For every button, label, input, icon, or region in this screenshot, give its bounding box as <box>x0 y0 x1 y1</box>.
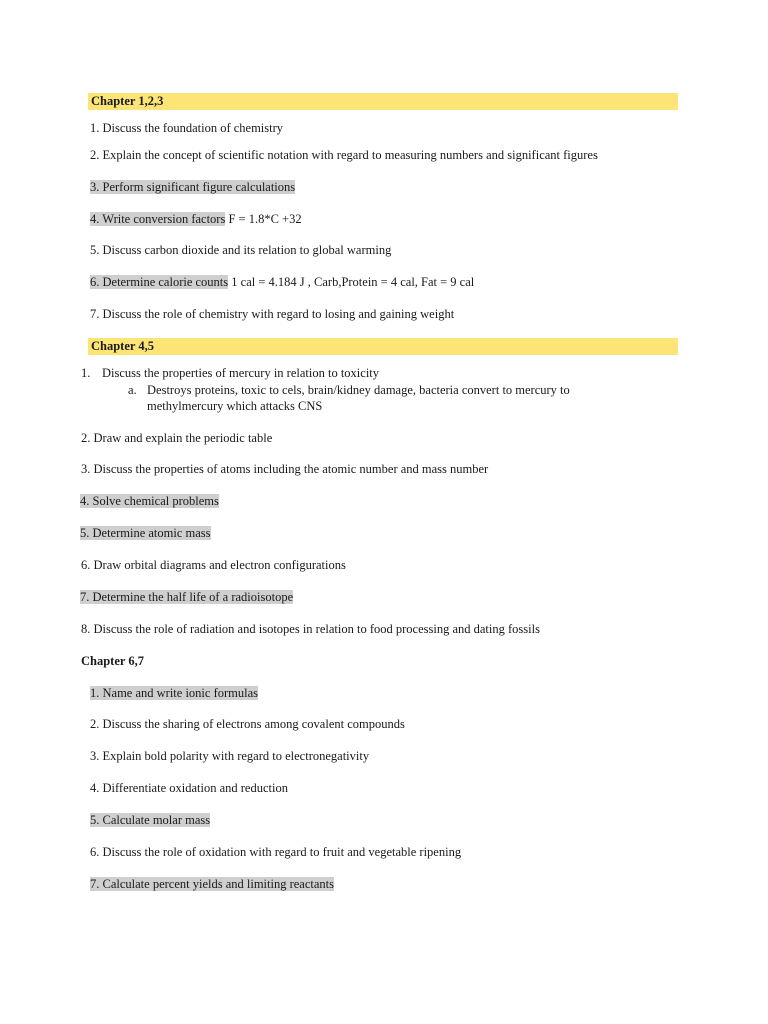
list-item: 8. Discuss the role of radiation and isotopes in relation to food processing and dating fossils <box>81 622 540 636</box>
list-item: 3. Explain bold polarity with regard to electronegativity <box>90 749 370 763</box>
highlighted-item-text: 3. Perform significant figure calculations <box>90 180 296 194</box>
highlighted-item-text: 4. Solve chemical problems <box>80 494 219 508</box>
list-item <box>90 179 295 195</box>
highlighted-item-text: 5. Calculate molar mass <box>90 813 211 827</box>
list-item: 6. Draw orbital diagrams and electron configurations <box>81 558 346 572</box>
list-item <box>80 525 211 541</box>
chapter-heading: Chapter 1,2,3 <box>91 94 164 108</box>
highlighted-item-text: 1. Name and write ionic formulas <box>90 686 259 700</box>
list-item: 2. Discuss the sharing of electrons among covalent compounds <box>90 717 405 731</box>
item-formula: F = 1.8*C +32 <box>225 212 302 226</box>
list-item <box>80 493 219 509</box>
list-item <box>90 274 474 290</box>
sub-item: Destroys proteins, toxic to cels, brain/kidney damage, bacteria convert to mercury to <box>147 383 570 397</box>
sub-item-marker: a. <box>128 383 137 397</box>
sub-item: methylmercury which attacks CNS <box>147 399 323 413</box>
list-item: 7. Discuss the role of chemistry with regard to losing and gaining weight <box>90 307 455 321</box>
highlighted-item-text: 7. Determine the half life of a radioisotope <box>80 590 294 604</box>
list-item <box>90 812 210 828</box>
item-formula: 1 cal = 4.184 J , Carb,Protein = 4 cal, Fat = 9 cal <box>228 275 475 289</box>
chapter-highlight-bar <box>88 93 678 110</box>
list-item: 3. Discuss the properties of atoms including the atomic number and mass number <box>81 462 489 476</box>
highlighted-item-text: 5. Determine atomic mass <box>80 526 211 540</box>
chapter-highlight-bar <box>88 338 678 355</box>
list-item: 1. Discuss the foundation of chemistry <box>90 121 284 135</box>
highlighted-item-text: 4. Write conversion factors <box>90 212 226 226</box>
list-item: Discuss the properties of mercury in relation to toxicity <box>102 366 380 380</box>
list-item <box>80 589 293 605</box>
list-item <box>90 876 334 892</box>
highlighted-item-text: 6. Determine calorie counts <box>90 275 229 289</box>
list-item-number: 1. <box>81 366 91 380</box>
list-item <box>90 685 258 701</box>
list-item: 4. Differentiate oxidation and reduction <box>90 781 288 795</box>
chapter-heading: Chapter 6,7 <box>81 654 144 668</box>
list-item: 2. Explain the concept of scientific notation with regard to measuring numbers and significant figures <box>90 148 598 162</box>
chapter-heading: Chapter 4,5 <box>91 339 154 353</box>
highlighted-item-text: 7. Calculate percent yields and limiting reactants <box>90 877 335 891</box>
list-item: 5. Discuss carbon dioxide and its relation to global warming <box>90 243 392 257</box>
list-item: 6. Discuss the role of oxidation with regard to fruit and vegetable ripening <box>90 845 462 859</box>
list-item <box>90 211 302 227</box>
list-item: 2. Draw and explain the periodic table <box>81 431 273 445</box>
